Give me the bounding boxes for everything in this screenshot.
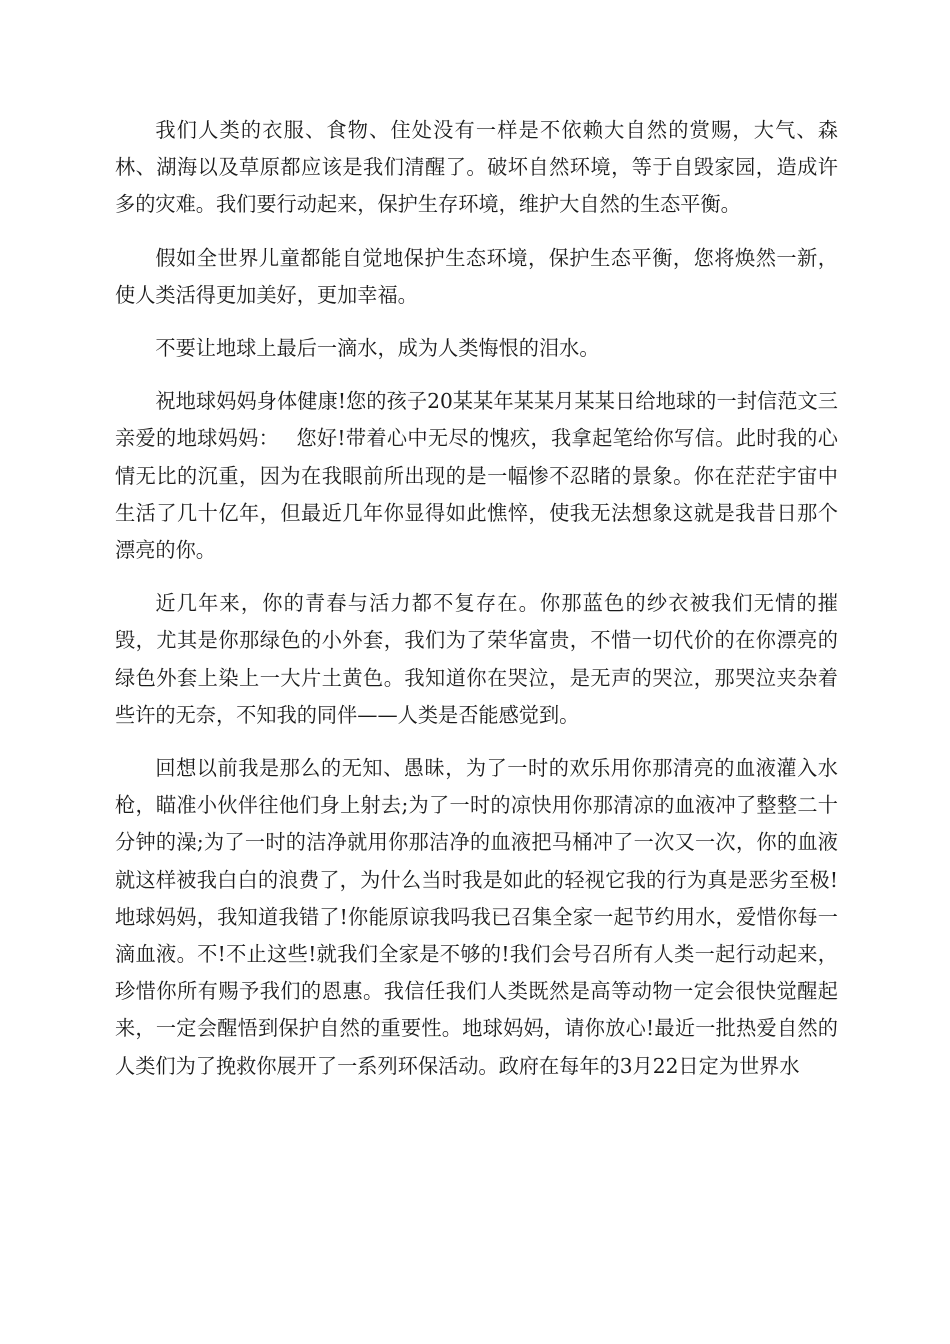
document-body <box>115 112 838 1101</box>
paragraph-last-drop: 不要让地球上最后一滴水，成为人类悔恨的泪水。 <box>155 336 600 361</box>
paragraph-nature-gifts: 我们人类的衣服、食物、住处没有一样是不依赖大自然的赏赐，大气、森林、湖海以及草原都应该是我们清醒了。破坏自然环境，等于自毁家园，造成许多的灾难。我们要行动起来，保护生存环境，维护大自然的生态平衡。 <box>115 118 838 217</box>
paragraph-recollection: 回想以前我是那么的无知、愚昧，为了一时的欢乐用你那清亮的血液灌入水枪，瞄准小伙伴往他们身上射去;为了一时的凉快用你那清凉的血液冲了整整二十分钟的澡;为了一时的洁净就用你那洁净的血液把马桶冲了一次又一次，你的血液就这样被我白白的浪费了，为什么当时我是如此的轻视它我的行为真是恶劣至极!地球妈妈，我知道我错了!你能原谅我吗我已召集全家一起节约用水，爱惜你每一滴血液。不!不止这些!就我们全家是不够的!我们会号召所有人类一起行动起来，珍惜你所有赐予我们的恩惠。我信任我们人类既然是高等动物一定会很快觉醒起来，一定会醒悟到保护自然的重要性。地球妈妈，请你放心!最近一批热爱自然的人类们为了挽救你展开了一系列环保活动。政府在每年的3月22日定为世界水 <box>115 756 838 1078</box>
paragraph-recent-years: 近几年来，你的青春与活力都不复存在。你那蓝色的纱衣被我们无情的摧毁，尤其是你那绿色的小外套，我们为了荣华富贵，不惜一切代价的在你漂亮的绿色外套上染上一大片土黄色。我知道你在哭泣，是无声的哭泣，那哭泣夹杂着些许的无奈，不知我的同伴——人类是否能感觉到。 <box>115 591 838 727</box>
paragraph-children-protect: 假如全世界儿童都能自觉地保护生态环境，保护生态平衡，您将焕然一新，使人类活得更加美好，更加幸福。 <box>115 245 838 307</box>
paragraph-letter-opening: 祝地球妈妈身体健康!您的孩子20某某年某某月某某日给地球的一封信范文三亲爱的地球妈妈： 您好!带着心中无尽的愧疚，我拿起笔给你写信。此时我的心情无比的沉重，因为在我眼前所出现的是一幅惨不忍睹的景象。你在茫茫宇宙中生活了几十亿年，但最近几年你显得如此憔悴，使我无法想象这就是我昔日那个漂亮的你。 <box>115 389 838 563</box>
